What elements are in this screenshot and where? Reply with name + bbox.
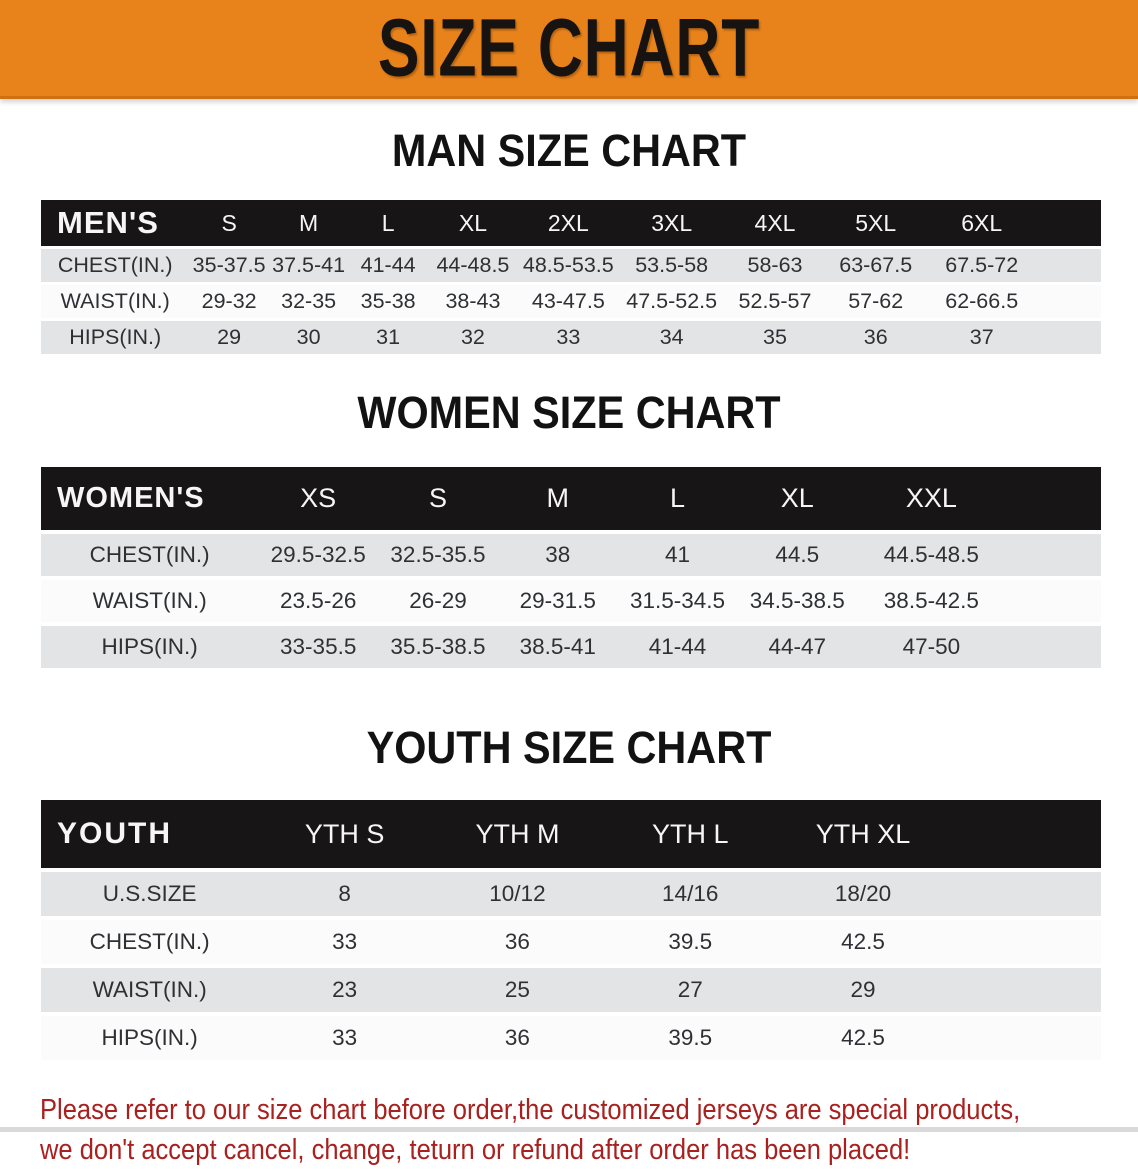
measurement-row [41, 872, 1101, 916]
measurement-value: 10/12 [431, 872, 604, 916]
size-header-row [41, 467, 1101, 530]
women-section-heading: WOMEN SIZE CHART [357, 387, 781, 438]
measurement-value: 33 [258, 920, 431, 964]
measurement-value: 33-35.5 [258, 626, 378, 668]
size-column-header: 3XL [619, 200, 725, 246]
measurement-value: 42.5 [777, 1016, 950, 1060]
measurement-value: 35-38 [348, 285, 428, 318]
measurement-value: 29 [189, 321, 269, 354]
measurement-label: WAIST(IN.) [41, 285, 189, 318]
measurement-value: 29-31.5 [498, 580, 618, 622]
measurement-value: 53.5-58 [619, 249, 725, 282]
row-spacer-cell [1006, 580, 1101, 622]
measurement-value: 35.5-38.5 [378, 626, 498, 668]
measurement-value: 37.5-41 [269, 249, 349, 282]
measurement-value: 35-37.5 [189, 249, 269, 282]
measurement-value: 33 [518, 321, 619, 354]
measurement-row [41, 534, 1101, 576]
size-column-header: YTH XL [777, 800, 950, 868]
size-column-header: YTH L [604, 800, 777, 868]
row-spacer-cell [949, 1016, 1101, 1060]
size-column-header: XS [258, 467, 378, 530]
measurement-value: 32-35 [269, 285, 349, 318]
measurement-label: HIPS(IN.) [41, 1016, 258, 1060]
measurement-value: 47-50 [857, 626, 1005, 668]
measurement-value: 52.5-57 [725, 285, 826, 318]
size-column-header: 2XL [518, 200, 619, 246]
table-corner-label: MEN'S [41, 200, 189, 246]
measurement-value: 32.5-35.5 [378, 534, 498, 576]
measurement-label: CHEST(IN.) [41, 249, 189, 282]
size-column-header: M [498, 467, 618, 530]
row-spacer-cell [1006, 534, 1101, 576]
measurement-value: 34 [619, 321, 725, 354]
measurement-value: 32 [428, 321, 518, 354]
measurement-value: 29-32 [189, 285, 269, 318]
men-section-heading: MAN SIZE CHART [391, 125, 747, 176]
size-column-header: S [378, 467, 498, 530]
measurement-label: U.S.SIZE [41, 872, 258, 916]
measurement-value: 33 [258, 1016, 431, 1060]
women-size-table [41, 463, 1101, 672]
measurement-value: 29 [777, 968, 950, 1012]
measurement-value: 39.5 [604, 920, 777, 964]
youth-size-section [0, 722, 1138, 1064]
measurement-value: 34.5-38.5 [737, 580, 857, 622]
measurement-value: 25 [431, 968, 604, 1012]
measurement-value: 23.5-26 [258, 580, 378, 622]
table-corner-label: YOUTH [41, 800, 258, 868]
table-corner-label: WOMEN'S [41, 467, 258, 530]
measurement-label: HIPS(IN.) [41, 626, 258, 668]
measurement-value: 31.5-34.5 [618, 580, 738, 622]
measurement-label: HIPS(IN.) [41, 321, 189, 354]
row-spacer-cell [1037, 285, 1101, 318]
header-spacer-cell [1006, 467, 1101, 530]
women-size-section [0, 387, 1138, 672]
measurement-value: 42.5 [777, 920, 950, 964]
size-column-header: 4XL [725, 200, 826, 246]
measurement-value: 37 [926, 321, 1037, 354]
measurement-value: 48.5-53.5 [518, 249, 619, 282]
measurement-value: 18/20 [777, 872, 950, 916]
measurement-value: 36 [825, 321, 926, 354]
measurement-label: WAIST(IN.) [41, 968, 258, 1012]
measurement-value: 62-66.5 [926, 285, 1037, 318]
measurement-value: 57-62 [825, 285, 926, 318]
size-column-header: XL [428, 200, 518, 246]
size-column-header: 6XL [926, 200, 1037, 246]
men-size-table [41, 197, 1101, 357]
size-column-header: XXL [857, 467, 1005, 530]
measurement-label: WAIST(IN.) [41, 580, 258, 622]
size-column-header: XL [737, 467, 857, 530]
header-spacer-cell [1037, 200, 1101, 246]
banner-title: SIZE CHART [377, 2, 761, 93]
row-spacer-cell [949, 920, 1101, 964]
measurement-value: 47.5-52.5 [619, 285, 725, 318]
bottom-edge-strip [0, 1127, 1138, 1132]
measurement-row [41, 249, 1101, 282]
measurement-row [41, 968, 1101, 1012]
measurement-value: 8 [258, 872, 431, 916]
measurement-value: 23 [258, 968, 431, 1012]
measurement-value: 38 [498, 534, 618, 576]
measurement-value: 43-47.5 [518, 285, 619, 318]
measurement-value: 38.5-41 [498, 626, 618, 668]
measurement-row [41, 321, 1101, 354]
measurement-row [41, 626, 1101, 668]
measurement-value: 29.5-32.5 [258, 534, 378, 576]
measurement-value: 41-44 [618, 626, 738, 668]
row-spacer-cell [1006, 626, 1101, 668]
header-spacer-cell [949, 800, 1101, 868]
measurement-value: 38-43 [428, 285, 518, 318]
measurement-value: 44.5-48.5 [857, 534, 1005, 576]
size-column-header: 5XL [825, 200, 926, 246]
size-header-row [41, 800, 1101, 868]
measurement-value: 31 [348, 321, 428, 354]
measurement-value: 36 [431, 1016, 604, 1060]
measurement-row [41, 1016, 1101, 1060]
disclaimer-line-1: Please refer to our size chart before order,the customized jerseys are special products, [40, 1094, 1021, 1126]
disclaimer-line-2: we don't accept cancel, change, teturn or refund after order has been placed! [40, 1134, 911, 1167]
size-column-header: L [348, 200, 428, 246]
measurement-value: 27 [604, 968, 777, 1012]
measurement-value: 30 [269, 321, 349, 354]
size-header-row [41, 200, 1101, 246]
measurement-label: CHEST(IN.) [41, 534, 258, 576]
size-column-header: M [269, 200, 349, 246]
measurement-row [41, 285, 1101, 318]
measurement-value: 44-47 [737, 626, 857, 668]
measurement-value: 63-67.5 [825, 249, 926, 282]
size-column-header: L [618, 467, 738, 530]
banner [0, 0, 1138, 99]
row-spacer-cell [1037, 321, 1101, 354]
men-size-section [0, 125, 1138, 357]
youth-section-heading: YOUTH SIZE CHART [366, 722, 772, 773]
measurement-value: 38.5-42.5 [857, 580, 1005, 622]
row-spacer-cell [1037, 249, 1101, 282]
measurement-label: CHEST(IN.) [41, 920, 258, 964]
measurement-value: 14/16 [604, 872, 777, 916]
youth-size-table [41, 796, 1101, 1064]
measurement-value: 41 [618, 534, 738, 576]
size-column-header: YTH S [258, 800, 431, 868]
measurement-value: 41-44 [348, 249, 428, 282]
measurement-row [41, 920, 1101, 964]
measurement-value: 39.5 [604, 1016, 777, 1060]
measurement-value: 36 [431, 920, 604, 964]
measurement-value: 58-63 [725, 249, 826, 282]
measurement-value: 44-48.5 [428, 249, 518, 282]
size-column-header: S [189, 200, 269, 246]
measurement-value: 26-29 [378, 580, 498, 622]
row-spacer-cell [949, 872, 1101, 916]
size-column-header: YTH M [431, 800, 604, 868]
measurement-value: 44.5 [737, 534, 857, 576]
measurement-value: 35 [725, 321, 826, 354]
row-spacer-cell [949, 968, 1101, 1012]
measurement-value: 67.5-72 [926, 249, 1037, 282]
measurement-row [41, 580, 1101, 622]
